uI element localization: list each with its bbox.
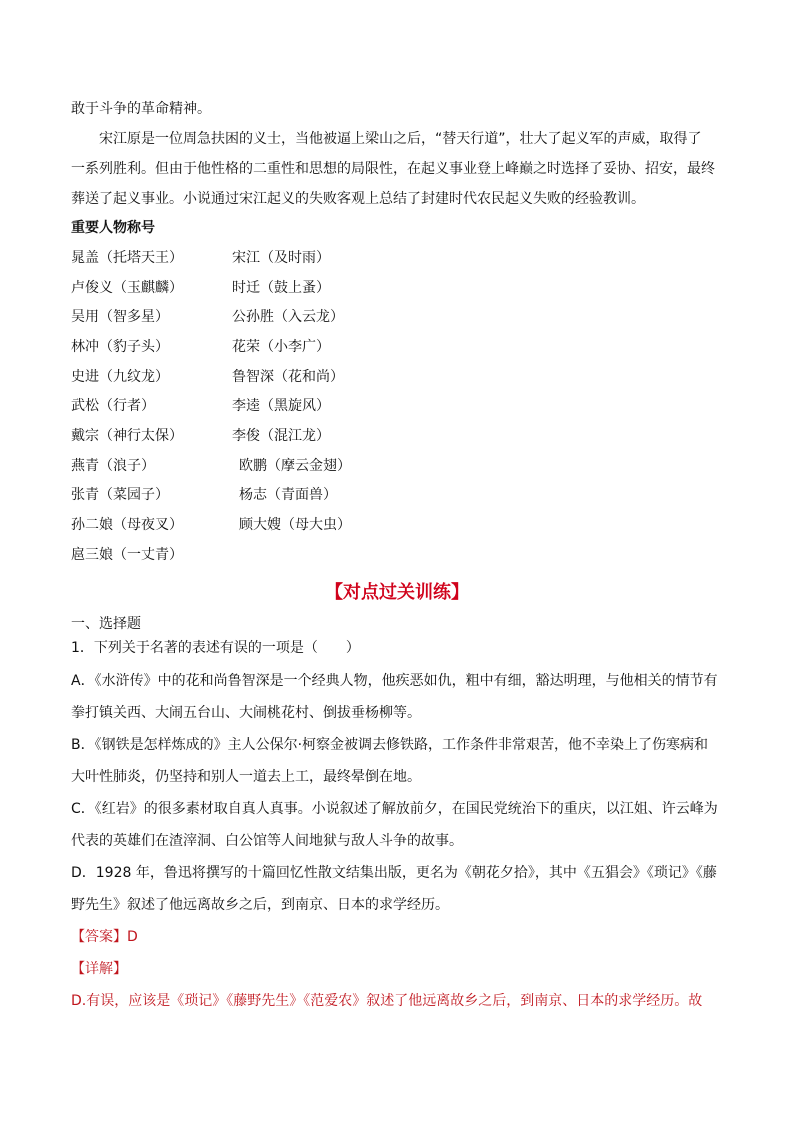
nickname-right: 杨志（青面兽） [239,487,337,503]
answer-label: 【答案】 [71,929,127,945]
nickname-right: 花荣（小李广） [232,339,330,355]
question-stem: 1．下列关于名著的表述有误的一项是（ ） [71,640,360,656]
option-d-line-1: D．1928 年，鲁迅将撰写的十篇回忆性散文结集出版，更名为《朝花夕拾》，其中《五猖会》《琐记》《藤 [71,865,717,881]
nickname-right: 公孙胜（入云龙） [232,309,344,325]
detail-line-1: D.有误，应该是《琐记》《藤野先生》《范爱农》叙述了他远离故乡之后，到南京、日本的求学经历。故 [71,993,703,1009]
detail-label: 【详解】 [71,961,127,977]
intro-para2-line-1: 宋江原是一位周急扶困的义士，当他被逼上梁山之后，“替天行道”，壮大了起义军的声威，取得了 [99,131,702,147]
nickname-right: 顾大嫂（母大虫） [239,517,351,533]
nickname-left: 史进（九纹龙） [71,369,169,385]
nickname-left: 张青（菜园子） [71,487,169,503]
answer-row [71,927,138,947]
option-a-line-2: 拳打镇关西、大闹五台山、大闹桃花村、倒拔垂杨柳等。 [71,705,421,721]
nickname-left: 孙二娘（母夜叉） [71,517,183,533]
nickname-left: 燕青（浪子） [71,458,155,474]
option-c-line-1: C．《红岩》的很多素材取自真人真事。小说叙述了解放前夕，在国民党统治下的重庆，以江姐、许云峰为 [71,801,718,817]
intro-line-1: 敢于斗争的革命精神。 [71,101,211,117]
nickname-right: 鲁智深（花和尚） [232,369,344,385]
option-b-line-1: B．《钢铁是怎样炼成的》主人公保尔·柯察金被调去修铁路，工作条件非常艰苦，他不幸染上了伤寒病和 [71,737,709,753]
answer-value: D [127,929,138,945]
nickname-right: 时迁（鼓上蚤） [232,280,330,296]
nickname-right: 李逵（黑旋风） [232,398,330,414]
option-d-line-2: 野先生》叙述了他远离故乡之后，到南京、日本的求学经历。 [71,897,449,913]
nickname-heading: 重要人物称号 [71,220,155,236]
option-b-line-2: 大叶性肺炎，仍坚持和别人一道去上工，最终晕倒在地。 [71,769,421,785]
nickname-right: 李俊（混江龙） [232,428,330,444]
nickname-left: 武松（行者） [71,398,155,414]
nickname-right: 欧鹏（摩云金翅） [239,458,351,474]
option-c-line-2: 代表的英雄们在渣滓洞、白公馆等人间地狱与敌人斗争的故事。 [71,833,463,849]
nickname-right: 宋江（及时雨） [232,250,330,266]
nickname-left: 吴用（智多星） [71,309,169,325]
training-title: 【对点过关训练】 [325,582,469,603]
intro-para2-line-3: 葬送了起义事业。小说通过宋江起义的失败客观上总结了封建时代农民起义失败的经验教训。 [71,191,645,207]
nickname-left: 卢俊义（玉麒麟） [71,280,183,296]
intro-para2-line-2: 一系列胜利。但由于他性格的二重性和思想的局限性，在起义事业登上峰巅之时选择了妥协、招安，最终 [71,161,715,177]
nickname-left: 晁盖（托塔天王） [71,250,183,266]
nickname-left: 扈三娘（一丈青） [71,547,183,563]
option-a-line-1: A．《水浒传》中的花和尚鲁智深是一个经典人物，他疾恶如仇，粗中有细，豁达明理，与他相关的情节有 [71,673,718,689]
question-section: 一、选择题 [71,616,141,632]
nickname-left: 林冲（豹子头） [71,339,169,355]
nickname-left: 戴宗（神行太保） [71,428,183,444]
